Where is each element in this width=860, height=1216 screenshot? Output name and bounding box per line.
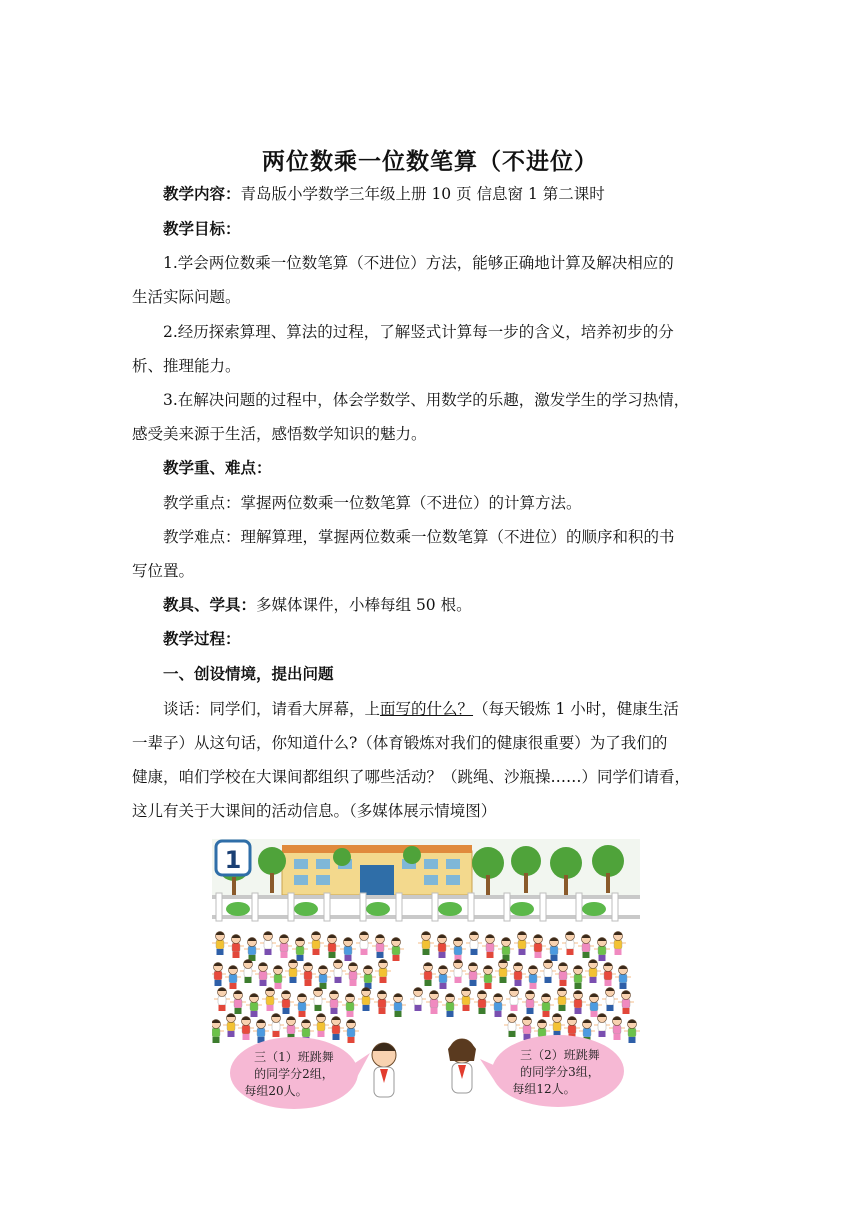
- content-line: [163, 184, 733, 204]
- scene-svg: [212, 839, 640, 1111]
- key-point: 教学重点：掌握两位数乘一位数笔算（不进位）的计算方法。: [163, 494, 582, 512]
- bubble-right-line-2: 的同学分3组，: [520, 1065, 600, 1079]
- scene-illustration: [212, 839, 640, 1111]
- tools-text: 多媒体课件，小棒每组 50 根。: [256, 596, 472, 614]
- goals-heading: 教学目标：: [163, 220, 241, 238]
- talk-underlined: 面写的什么？: [380, 700, 474, 718]
- section-1-heading: 一、创设情境，提出问题: [163, 665, 334, 683]
- goal-2-line-2: 析、推理能力。: [132, 357, 241, 375]
- difficulty-line-1: 教学难点：理解算理，掌握两位数乘一位数笔算（不进位）的顺序和积的书: [163, 528, 675, 546]
- goal-1-line-1: 1.学会两位数乘一位数笔算（不进位）方法，能够正确地计算及解决相应的: [163, 254, 674, 272]
- keypoints-heading: 教学重、难点：: [163, 459, 272, 477]
- boy-figure: [372, 1043, 396, 1097]
- tools-label: 教具、学具：: [163, 596, 257, 614]
- badge-number: 1: [224, 846, 242, 874]
- difficulty-line-2: 写位置。: [132, 562, 195, 580]
- talk-line-4: 这儿有关于大课间的活动信息。（多媒体展示情境图）: [132, 802, 497, 820]
- process-heading: 教学过程：: [163, 630, 241, 648]
- goal-3-line-2: 感受美来源于生活，感悟数学知识的魅力。: [132, 425, 427, 443]
- talk-text-a: 谈话：同学们，请看大屏幕，上: [163, 700, 381, 718]
- number-badge: [216, 841, 250, 875]
- bubble-left-line-1: 三（1）班跳舞: [254, 1050, 334, 1064]
- goal-1-line-2: 生活实际问题。: [132, 288, 241, 306]
- content-text: 青岛版小学数学三年级上册 10 页 信息窗 1 第二课时: [240, 185, 605, 203]
- talk-line-1: [163, 699, 733, 719]
- goal-2-line-1: 2.经历探索算理、算法的过程，了解竖式计算每一步的含义，培养初步的分: [163, 323, 674, 341]
- goal-3-line-1: 3.在解决问题的过程中，体会学数学、用数学的乐趣，激发学生的学习热情，: [163, 391, 690, 409]
- talk-line-3: 健康，咱们学校在大课间都组织了哪些活动？（跳绳、沙瓶操……）同学们请看，: [132, 768, 691, 786]
- bubble-right-line-3: 每组12人。: [512, 1082, 576, 1096]
- bubble-left-line-2: 的同学分2组，: [254, 1067, 334, 1081]
- talk-line-2: 一辈子）从这句话，你知道什么?（体育锻炼对我们的健康很重要）为了我们的: [132, 734, 668, 752]
- talk-text-b: （每天锻炼 1 小时，健康生活: [473, 700, 679, 718]
- content-label: 教学内容：: [163, 185, 241, 203]
- page-title: 两位数乘一位数笔算（不进位）: [262, 149, 598, 175]
- bubble-right-line-1: 三（2）班跳舞: [520, 1048, 600, 1062]
- bubble-left-line-3: 每组20人。: [244, 1084, 308, 1098]
- tools-line: [163, 595, 733, 615]
